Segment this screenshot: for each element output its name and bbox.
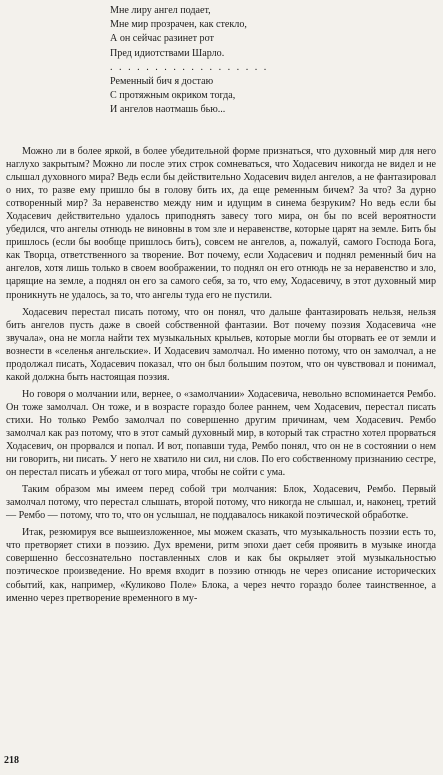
- verse-line: С протяжным окриком тогда,: [110, 90, 236, 102]
- body-text: [6, 145, 436, 609]
- paragraph: Ходасевич перестал писать потому, что он понял, что дальше фантазировать нельзя, нельзя бить ангелов пусть даже в своей собственной фантазии. Вот почему поэзия Ходасевича «не звучала», она не могла найти тех музыкальных крыльев, которые могли бы оторвать ее от земли и вознести в «селенья ангельские». И Ходасевич замолчал. Но именно потому, что он замолчал, а не продолжал писать, Ходасевич показал, что он был большим поэтом, что он чувствовал и понимал, какой должна быть настоящая поэзия.: [6, 306, 436, 383]
- verse-ellipsis: . . . . . . . . . . . . . . . . . .: [110, 61, 269, 73]
- page-number: 218: [4, 755, 19, 766]
- verse-line: И ангелов наотмашь бью...: [110, 104, 226, 116]
- verse-line: Мне мир прозрачен, как стекло,: [110, 19, 247, 31]
- verse-line: Ременный бич я достаю: [110, 76, 214, 88]
- paragraph: Можно ли в более яркой, в более убедительной форме признаться, что духовный мир для него наглухо закрытым? Можно ли после этих строк сомневаться, что Ходасевич никогда не видел и не слышал духовного мира? Ведь если бы действительно Ходасевич видел ангелов, а не фантазировал о них, то разве ему пришло бы в голову бить их, да еще ременным бичем? За что? За дурно сотворенный мир? За неравенство между ним и идущим в синема безруким? Но ведь если бы Ходасевич действительно удалось приподнять завесу того мира, он бы по всей вероятности убедился, что ангелы отнюдь не виновны в том зле и неравенстве, которые царят на земле. Бить бы пришлось (если бы вообще пришлось бить), совсем не ангелов, а, пожалуй, самого Господа Бога, как Творца, ответственного за творение. Вот почему, если Ходасевич и поднял ременный бич на ангелов, хотя лишь только в своем воображении, то поднял он его отнюдь не за неравенство и зло, царящие на земле, а поднял он его за самого себя, за то, что ему, Ходасевичу, в этот духовный мир проникнуть не удалось, за то, что ангелы туда его не пустили.: [6, 146, 436, 301]
- verse-line: Пред идиотствами Шарло.: [110, 47, 225, 59]
- verse-line: Мне лиру ангел подает,: [110, 5, 211, 16]
- verse-line: А он сейчас разинет рот: [110, 33, 214, 45]
- paragraph: Но говоря о молчании или, вернее, о «замолчании» Ходасевича, невольно вспоминается Рембо. Он тоже замолчал. Он тоже, и в возрасте гораздо более раннем, чем Ходасевич, перестал писать стихи. Но только Рембо замолчал по совершенно другим причинам, чем Ходасевич. Рембо замолчал как раз потому, что в этот самый духовный мир, в который так страстно хотел прорваться Ходасевич, он прорвался и попал. И вот, попавши туда, Рембо понял, что он не в состоянии о нем ни говорить, ни писать. У него не хватило ни сил, ни слов. По его собственному признанию сестре, он перестал писать и убежал от того мира, чтобы не сойти с ума.: [6, 388, 436, 479]
- paragraph: Таким образом мы имеем перед собой три молчания: Блок, Ходасевич, Рембо. Первый замолчал потому, что перестал слышать, второй потому, что никогда не слышал, и, наконец, третий — Рембо — потому, что то, что он услышал, не поддавалось никакой поэтической обработке.: [6, 484, 436, 522]
- paragraph: Итак, резюмируя все вышеизложенное, мы можем сказать, что музыкальность поэзии есть то, что претворяет стихи в поэзию. Дух времени, ритм эпохи дает себя проявить в музыке иногда совершенно бессознательно поставленных слов и как бы окрыляет этой музыкальностью поэтическое произведение. Но время входит в поэзию отнюдь не через описание исторических событий, как, например, «Куликово Поле» Блока, а через нечто гораздо более таинственное, а именно через претворение временного в му-: [6, 527, 436, 604]
- verse-quotation: [110, 4, 430, 118]
